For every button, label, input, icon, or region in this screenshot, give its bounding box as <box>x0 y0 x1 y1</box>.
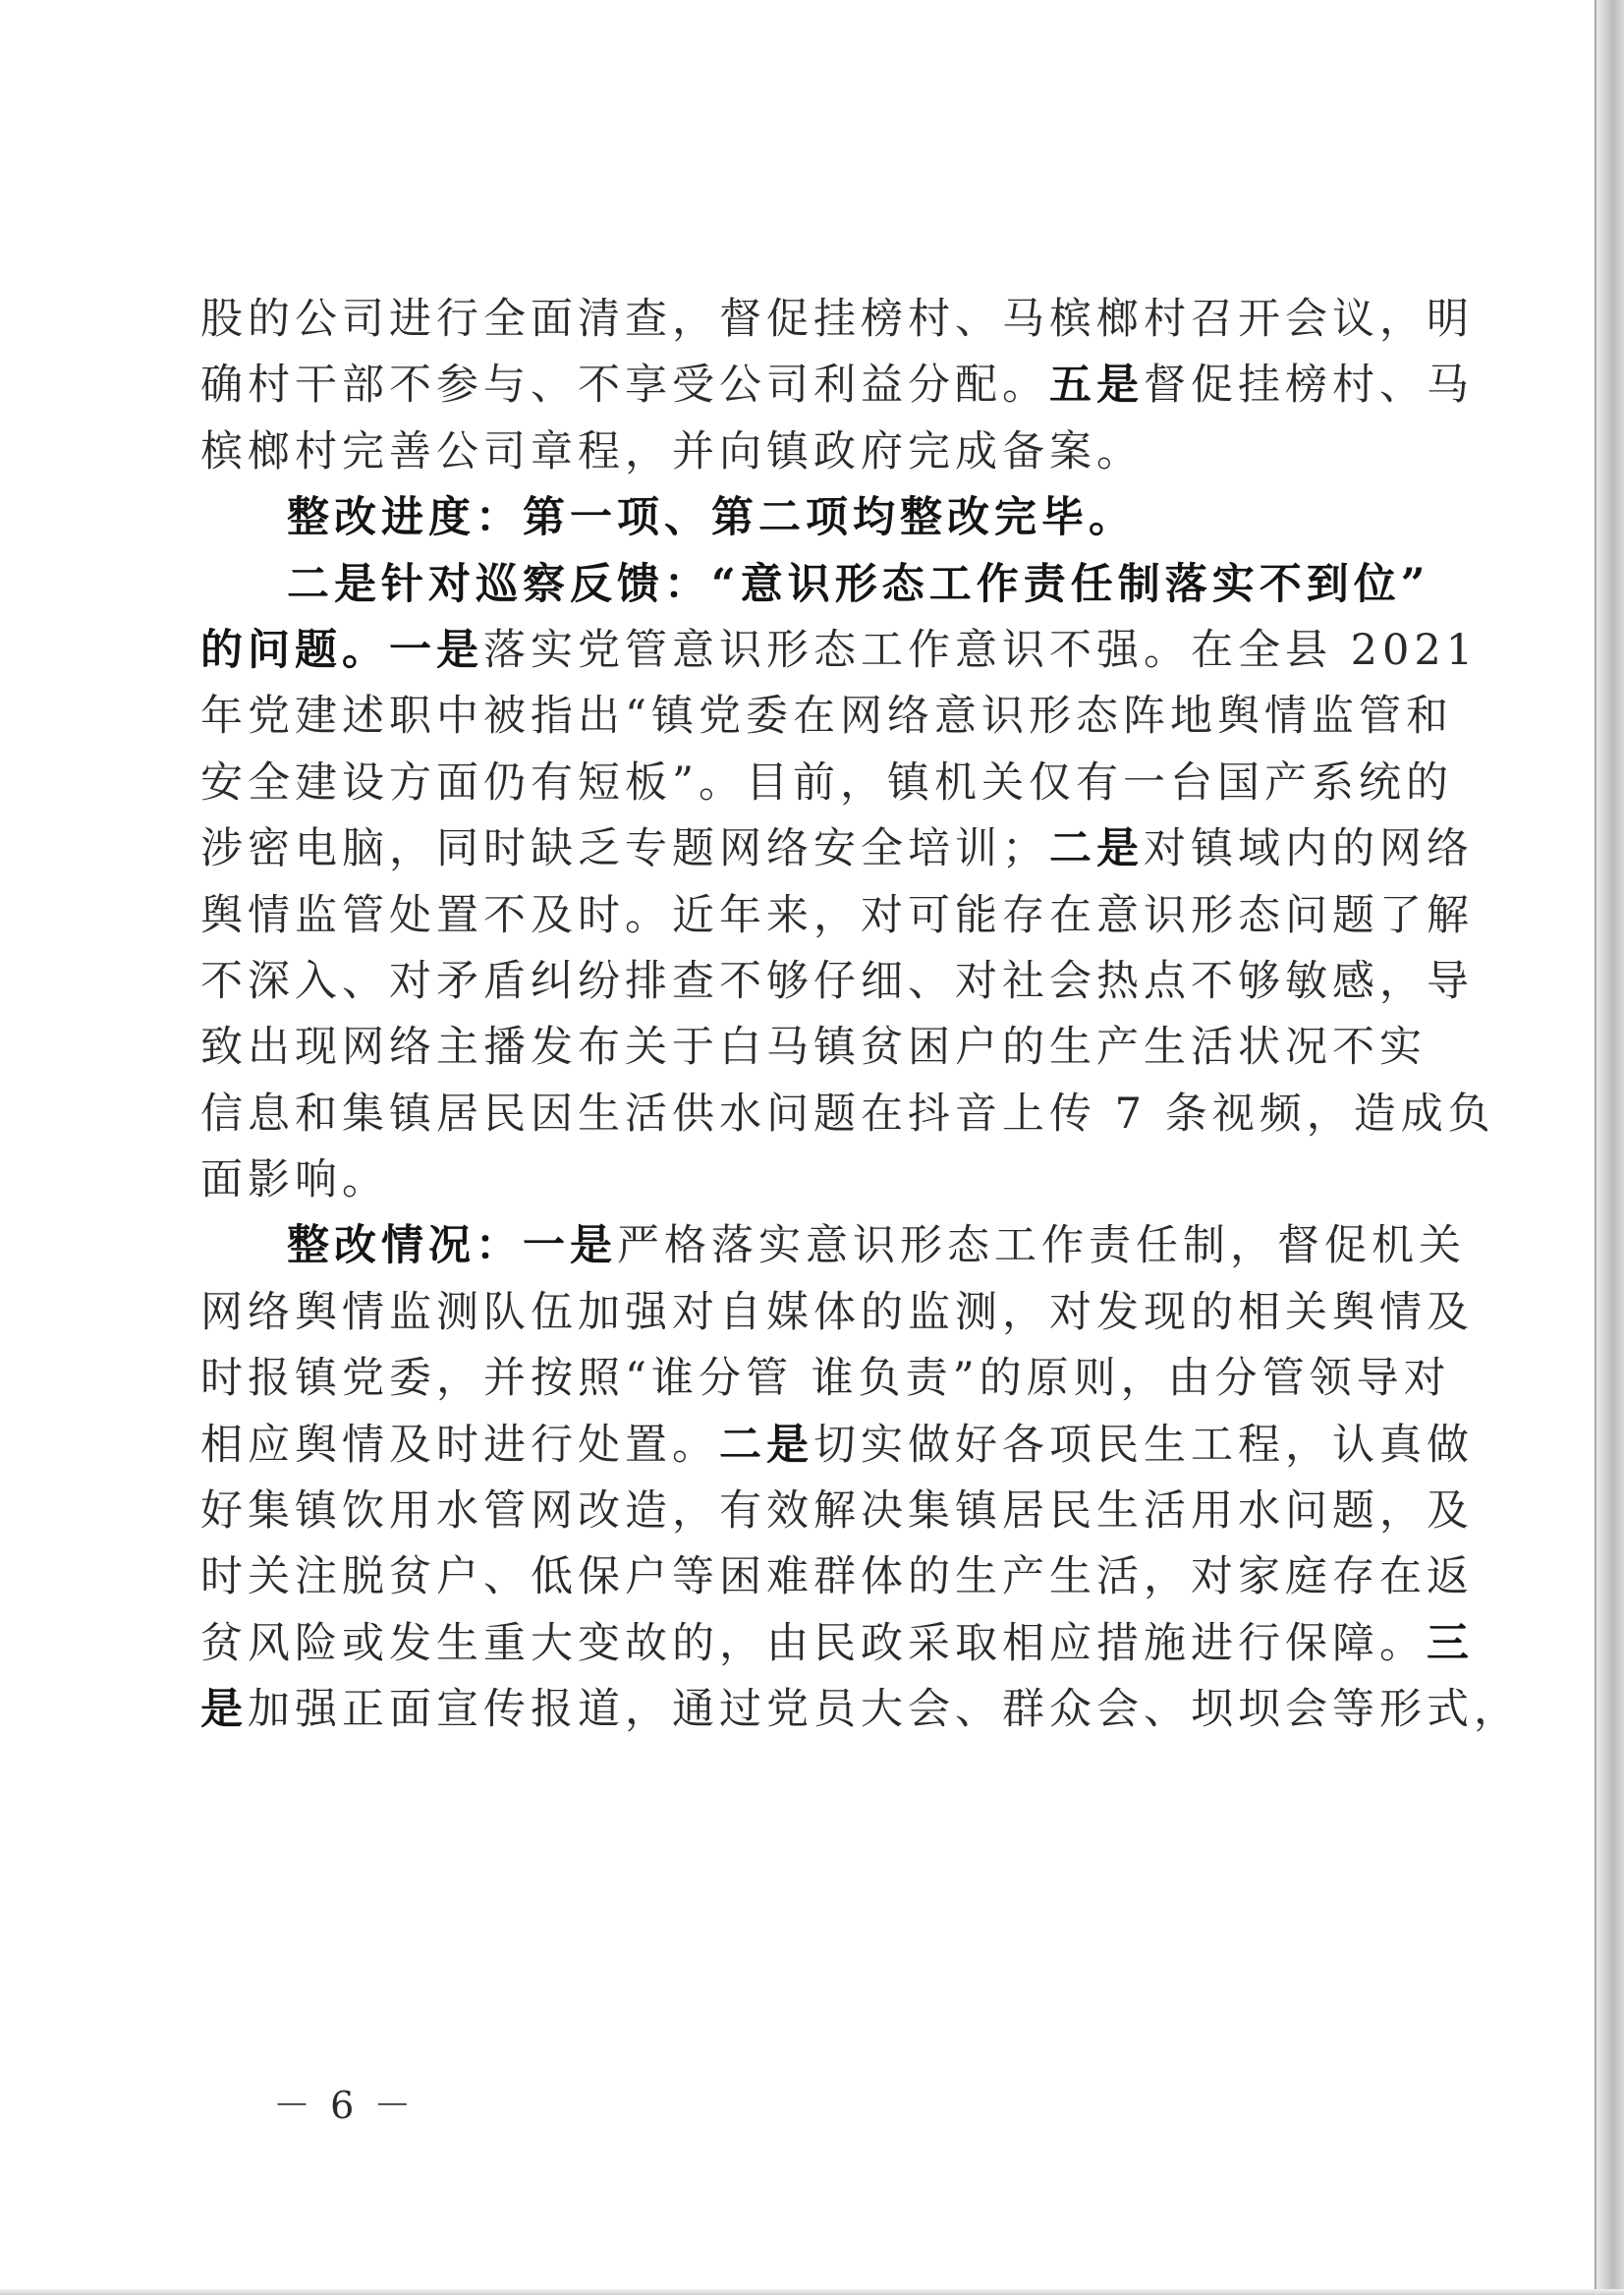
bold-text-run: 三 <box>1427 1618 1474 1668</box>
text-run: 好集镇饮用水管网改造，有效解决集镇居民生活用水问题，及 <box>200 1486 1474 1537</box>
page-number: － 6 － <box>273 2084 416 2127</box>
text-run: 时报镇党委，并按照“谁分管 谁负责”的原则，由分管领导对 <box>200 1354 1451 1404</box>
text-run: 贫风险或发生重大变故的，由民政采取相应措施进行保障。 <box>200 1618 1427 1668</box>
text-line <box>200 485 1401 551</box>
document-body <box>200 287 1521 1744</box>
text-run: 年党建述职中被指出“镇党委在网络意识形态阵地舆情监管和 <box>200 692 1453 742</box>
text-line <box>200 287 1474 353</box>
bold-text-run: 的问题。一是 <box>200 625 483 675</box>
text-line <box>200 883 1474 949</box>
text-run: 督促挂榜村、马 <box>1144 361 1474 411</box>
text-run: 落实党管意识形态工作意识不强。在全县 2021 <box>483 625 1479 675</box>
text-line <box>200 1544 1474 1610</box>
text-run: 严格落实意识形态工作责任制，督促机关 <box>617 1221 1466 1271</box>
text-run: 时关注脱贫户、低保户等困难群体的生产生活，对家庭存在返 <box>200 1552 1474 1602</box>
text-line <box>200 1082 1495 1148</box>
text-run: 槟榔村完善公司章程，并向镇政府完成备案。 <box>200 426 1144 476</box>
text-line <box>200 618 1479 684</box>
text-run: 致出现网络主播发布关于白马镇贫困户的生产生活状况不实 <box>200 1023 1427 1073</box>
text-run: 加强正面宣传报道，通过党员大会、群众会、坝坝会等形式， <box>248 1685 1521 1735</box>
text-line <box>200 1346 1451 1412</box>
bold-text-run: 整改进度：第一项、第二项均整改完毕。 <box>287 493 1136 543</box>
text-line <box>200 684 1453 750</box>
text-line <box>200 420 1401 485</box>
text-line <box>200 1148 1401 1213</box>
text-line <box>200 816 1474 882</box>
bold-text-run: 二是 <box>1049 824 1144 874</box>
bold-text-run: 五是 <box>1049 361 1144 411</box>
text-run: 舆情监管处置不及时。近年来，对可能存在意识形态问题了解 <box>200 890 1474 940</box>
text-line <box>200 1280 1474 1346</box>
text-line <box>200 353 1474 419</box>
text-line <box>200 1213 1466 1279</box>
text-run: 安全建设方面仍有短板”。目前，镇机关仅有一台国产系统的 <box>200 757 1453 808</box>
text-run: 面影响。 <box>200 1155 389 1205</box>
scan-bottom-edge <box>0 2289 1624 2295</box>
text-run: 涉密电脑，同时缺乏专题网络安全培训； <box>200 824 1049 874</box>
text-run: 相应舆情及时进行处置。 <box>200 1420 719 1470</box>
text-run: 股的公司进行全面清查，督促挂榜村、马槟榔村召开会议，明 <box>200 295 1474 344</box>
bold-text-run: 二是针对巡察反馈：“意识形态工作责任制落实不到位” <box>287 559 1430 609</box>
scan-edge <box>1596 0 1624 2295</box>
text-line <box>200 1413 1474 1479</box>
text-line <box>200 1611 1474 1677</box>
text-run: 不深入、对矛盾纠纷排查不够仔细、对社会热点不够敏感，导 <box>200 956 1474 1006</box>
text-run: 网络舆情监测队伍加强对自媒体的监测，对发现的相关舆情及 <box>200 1287 1474 1337</box>
text-line <box>200 552 1430 618</box>
text-run: 信息和集镇居民因生活供水问题在抖音上传 7 条视频，造成负 <box>200 1089 1495 1139</box>
text-line <box>200 949 1474 1015</box>
bold-text-run: 是 <box>200 1685 248 1735</box>
text-run: 确村干部不参与、不享受公司利益分配。 <box>200 361 1049 411</box>
text-run: 对镇域内的网络 <box>1144 824 1474 874</box>
bold-text-run: 二是 <box>719 1420 813 1470</box>
bold-text-run: 整改情况：一是 <box>287 1221 617 1271</box>
text-line <box>200 1015 1427 1081</box>
text-line <box>200 1677 1521 1743</box>
text-line <box>200 1479 1474 1544</box>
text-run: 切实做好各项民生工程，认真做 <box>813 1420 1474 1470</box>
text-line <box>200 751 1453 816</box>
